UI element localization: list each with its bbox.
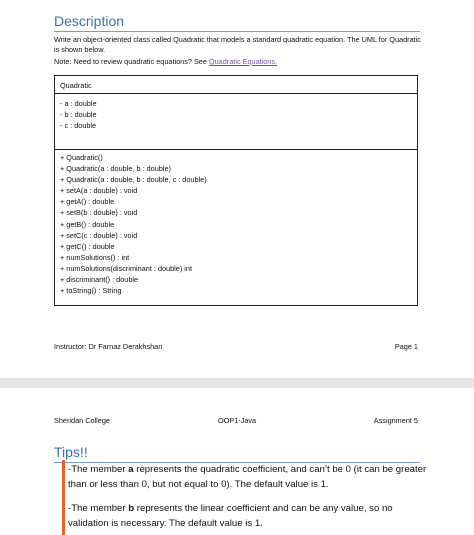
tip-text: -The member	[68, 503, 129, 514]
uml-method: + numSolutions() : int	[60, 252, 130, 262]
document-page-2	[0, 388, 474, 535]
tip-text: -The member	[68, 464, 129, 475]
uml-method: + setB(b : double) : void	[60, 208, 138, 218]
footer-page-number: Page 1	[394, 342, 418, 351]
tip-paragraph-a	[68, 462, 428, 492]
uml-method: + discriminant() : double	[60, 275, 139, 285]
note-text: Note: Need to review quadratic equations? See	[54, 57, 209, 66]
uml-method: + setA(a : double) : void	[60, 186, 138, 196]
uml-class-name-section	[55, 76, 417, 94]
uml-method: + getC() : double	[60, 241, 115, 251]
uml-fields-section	[55, 94, 417, 150]
footer-instructor: Instructor: Dr Farnaz Derakhshan	[54, 342, 163, 351]
uml-class-name: Quadratic	[60, 81, 92, 90]
tip-paragraph-b	[68, 501, 428, 531]
uml-method: + Quadratic()	[60, 153, 103, 162]
uml-method: + getA() : double	[60, 197, 115, 207]
header-assignment: Assignment 5	[373, 416, 418, 425]
uml-field: - a : double	[60, 99, 97, 108]
uml-methods-section	[55, 150, 417, 306]
uml-method: + setC(c : double) : void	[60, 230, 138, 240]
tips-accent-bar	[62, 460, 65, 535]
uml-field: - c : double	[60, 121, 97, 131]
tip-text: represents the quadratic coefficient, and can’t be 0 (it can be greater than or less than 0, but not equal to 0). The default value is 1.	[68, 464, 427, 490]
uml-class-diagram	[54, 75, 418, 306]
quadratic-equations-link[interactable]: Quadratic Equations.	[208, 57, 278, 66]
tip-text: represents the linear coefficient and can be any value, so no validation is necessary. The default value is 1.	[68, 503, 393, 529]
header-college: Sheridan College	[54, 416, 110, 425]
uml-method: + toString() : String	[60, 286, 122, 296]
uml-method: + Quadratic(a : double, b : double, c : double)	[60, 175, 207, 185]
note-paragraph	[54, 57, 424, 67]
uml-field: - b : double	[60, 110, 97, 120]
uml-method: + Quadratic(a : double, b : double)	[60, 164, 171, 174]
uml-method: + getB() : double	[60, 219, 115, 229]
uml-method: + numSolutions(discriminant : double) int	[60, 263, 193, 273]
description-heading: Description	[54, 12, 420, 32]
member-name: a	[128, 464, 134, 475]
intro-paragraph: Write an object-oriented class called Quadratic that models a standard quadratic equation. The UML for Quadratic is shown below.	[54, 35, 421, 54]
member-name: b	[128, 503, 135, 514]
tips-heading: Tips!!	[54, 443, 420, 463]
header-course: OOP1-Java	[218, 416, 257, 425]
